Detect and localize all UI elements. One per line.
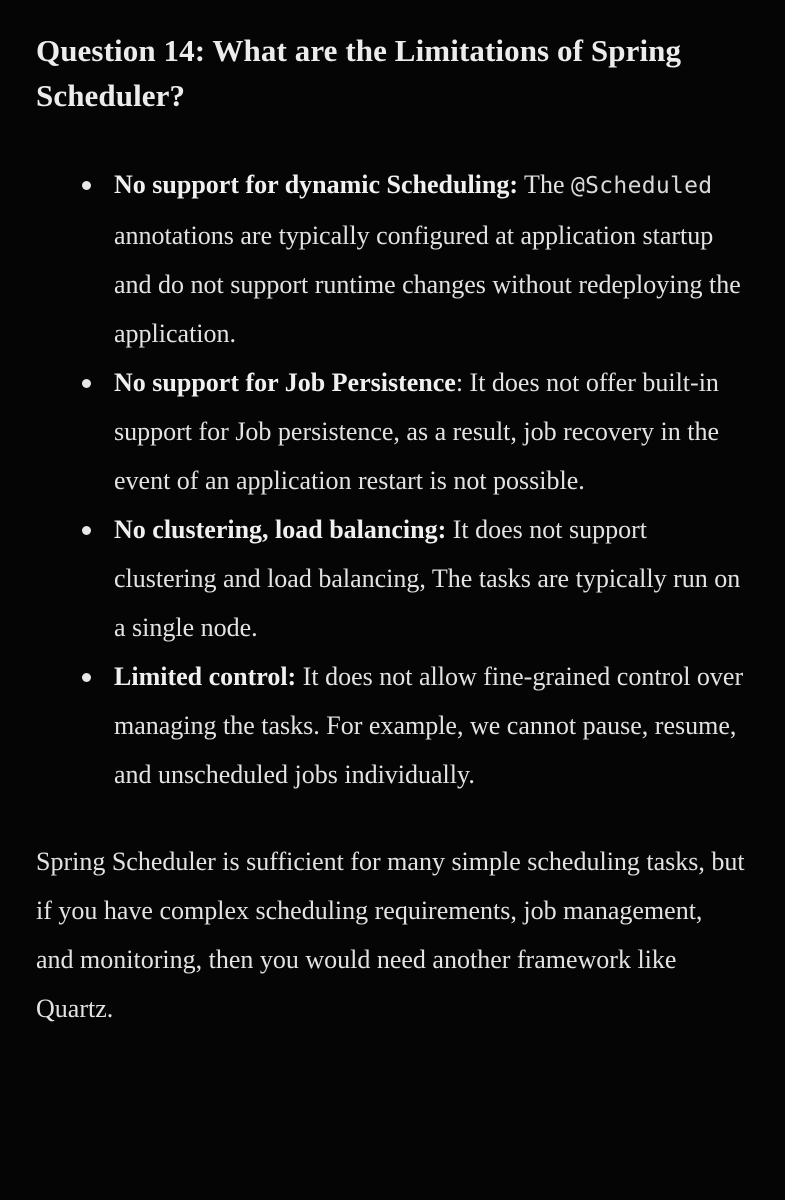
limitation-term: No support for Job Persistence bbox=[114, 368, 456, 397]
limitation-text: The bbox=[518, 170, 571, 199]
bullet-icon bbox=[82, 181, 91, 190]
limitations-list bbox=[36, 160, 745, 799]
conclusion-paragraph: Spring Scheduler is sufficient for many simple scheduling tasks, but if you have complex scheduling requirements, job management, and monitoring, then you would need another framework like Quartz. bbox=[36, 847, 745, 1023]
bullet-icon bbox=[82, 526, 91, 535]
list-item-clustering bbox=[114, 505, 745, 652]
bullet-icon bbox=[82, 673, 91, 682]
question-heading: Question 14: What are the Limitations of Spring Scheduler? bbox=[36, 33, 682, 113]
list-item-dynamic-scheduling bbox=[114, 160, 745, 358]
limitation-text: It does not allow fine-grained control over managing the tasks. For example, we cannot pause, resume, and unscheduled jobs individually. bbox=[114, 662, 744, 789]
limitation-term: No clustering, load balancing: bbox=[114, 515, 447, 544]
limitation-text: annotations are typically configured at application startup and do not support runtime changes without redeploying the application. bbox=[114, 221, 741, 348]
inline-code: @Scheduled bbox=[570, 173, 713, 199]
limitation-text: It does not support clustering and load balancing, The tasks are typically run on a single node. bbox=[114, 515, 741, 642]
list-item-limited-control bbox=[114, 652, 745, 799]
limitation-term: Limited control: bbox=[114, 662, 297, 691]
bullet-icon bbox=[82, 379, 91, 388]
limitation-term: No support for dynamic Scheduling: bbox=[114, 170, 519, 199]
limitation-text: : It does not offer built-in support for Job persistence, as a result, job recovery in the event of an application restart is not possible. bbox=[114, 368, 720, 495]
list-item-job-persistence bbox=[114, 358, 745, 505]
